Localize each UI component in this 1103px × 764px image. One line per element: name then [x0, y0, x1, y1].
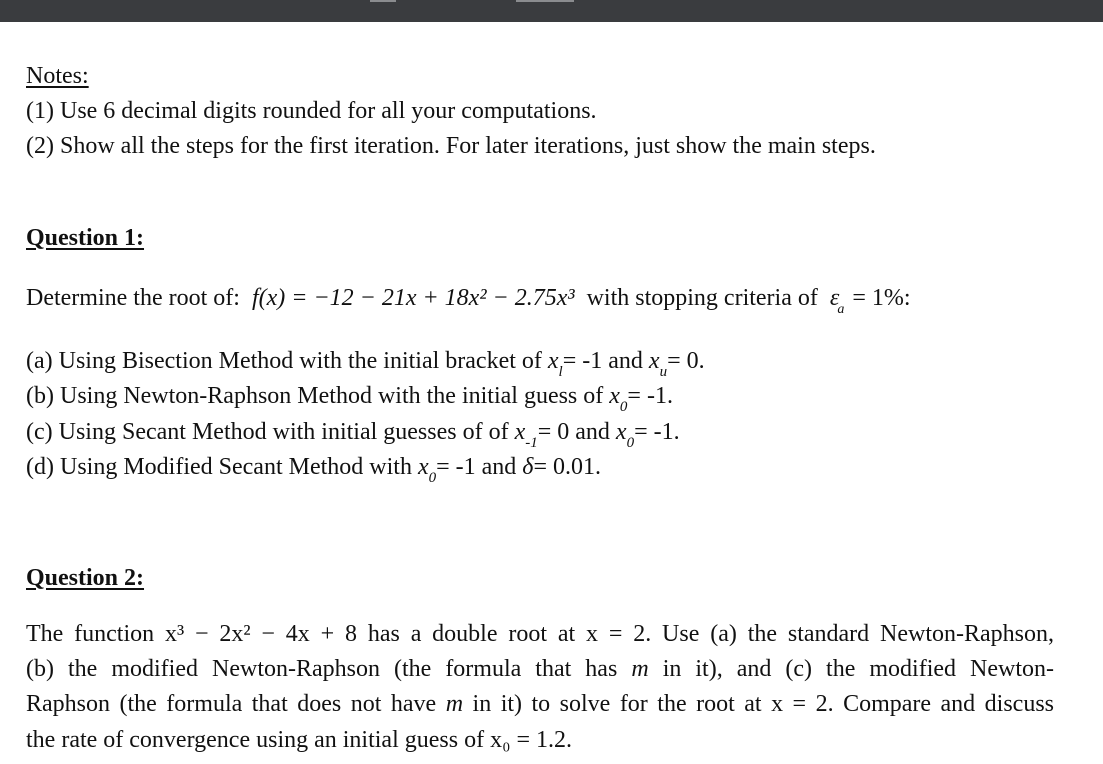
q1d-delta: δ	[522, 454, 534, 480]
q1c-x0-val: = -1.	[634, 419, 680, 445]
q2-line3-b: in it) to solve for the root at x = 2. Compare and discuss	[472, 691, 1055, 717]
q2-line3-m: m	[445, 691, 464, 717]
q1c-xm1: x	[514, 419, 526, 445]
q1a-xu: x	[648, 348, 660, 374]
q1a-xl-val: = -1 and	[562, 348, 643, 374]
question-2-line-1: The function x³ − 2x² − 4x + 8 has a double root at x = 2. Use (a) the standard Newton-Raphson,	[26, 621, 1054, 647]
q1c-x0-sub: 0	[626, 434, 635, 451]
q1-epsilon: ε	[829, 285, 840, 311]
question-1-part-d	[26, 453, 601, 486]
q1c-text: (c) Using Secant Method with initial guesses of of	[26, 419, 509, 445]
q1d-x0-val: = -1 and	[436, 454, 517, 480]
question-2-line-2	[26, 655, 1054, 683]
q1-criteria-value: = 1%:	[852, 285, 911, 311]
q2-line3-a: Raphson (the formula that does not have	[26, 691, 437, 717]
q1d-delta-val: = 0.01.	[533, 454, 601, 480]
question-1-part-b	[26, 382, 673, 415]
q1a-text: (a) Using Bisection Method with the initial bracket of	[26, 348, 542, 374]
notes-item-1: (1) Use 6 decimal digits rounded for all your computations.	[26, 98, 597, 124]
q1-criteria-text: with stopping criteria of	[586, 285, 818, 311]
q1-prompt-prefix: Determine the root of:	[26, 285, 240, 311]
q1a-xl: x	[547, 348, 559, 374]
question-2-heading: Question 2:	[26, 565, 145, 591]
q1a-xl-sub: l	[558, 363, 563, 380]
q2-line2-b: in it), and (c) the modified Newton-	[662, 656, 1055, 682]
q1b-x0-sub: 0	[619, 398, 628, 415]
q1c-x0: x	[615, 419, 627, 445]
viewer-toolbar	[0, 0, 1103, 22]
q1a-xu-sub: u	[659, 363, 668, 380]
q1b-text: (b) Using Newton-Raphson Method with the initial guess of	[26, 383, 604, 409]
notes-heading: Notes:	[26, 63, 89, 89]
toolbar-tick-right	[516, 0, 574, 2]
question-1-part-a	[26, 347, 705, 380]
notes-item-2: (2) Show all the steps for the first iteration. For later iterations, just show the main steps.	[26, 133, 876, 159]
toolbar-tick-left	[370, 0, 396, 2]
q1d-text: (d) Using Modified Secant Method with	[26, 454, 412, 480]
q1b-x0: x	[609, 383, 620, 409]
q1c-xm1-val: = 0 and	[537, 419, 610, 445]
question-1-heading: Question 1:	[26, 225, 145, 251]
q1d-x0-sub: 0	[428, 469, 437, 486]
q1b-x0-val: = -1.	[627, 383, 673, 409]
q1-epsilon-sub: a	[837, 302, 845, 317]
q2-line2-m: m	[631, 656, 649, 682]
question-1-prompt	[26, 284, 911, 316]
question-2-line-3	[26, 690, 1054, 718]
question-1-part-c	[26, 418, 680, 451]
question-2-line-4: the rate of convergence using an initial guess of x₀ = 1.2.	[26, 727, 572, 753]
q1d-x0: x	[417, 454, 429, 480]
q1a-xu-val: = 0.	[667, 348, 705, 374]
q1-function: f(x) = −12 − 21x + 18x² − 2.75x³	[251, 285, 575, 311]
q2-line2-a: (b) the modified Newton-Raphson (the formula that has	[26, 656, 618, 682]
q1c-xm1-sub: -1	[525, 434, 538, 451]
